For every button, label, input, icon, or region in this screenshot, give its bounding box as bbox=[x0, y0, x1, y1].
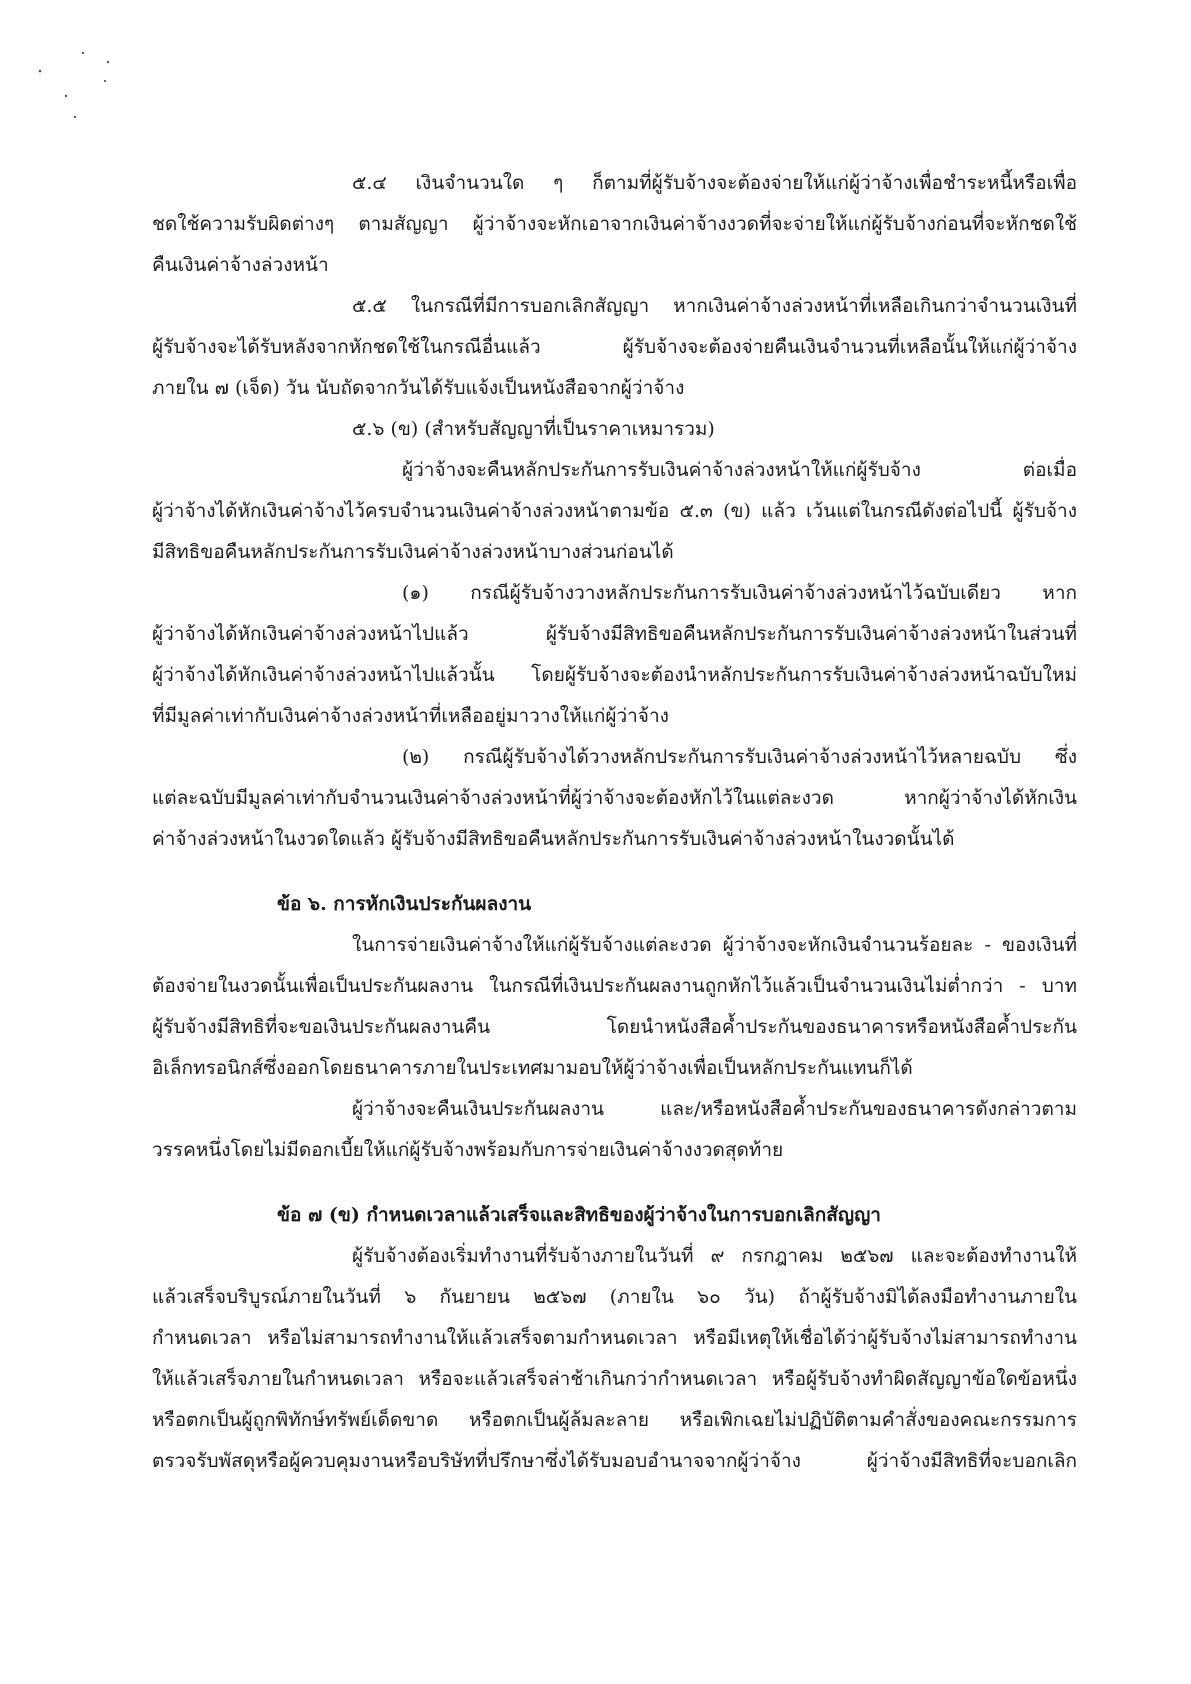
text-line: อิเล็กทรอนิกส์ซึ่งออกโดยธนาคารภายในประเทศมามอบให้ผู้ว่าจ้างเพื่อเป็นหลักประกันแทนก็ได้ bbox=[152, 1057, 913, 1079]
text-line: วรรคหนึ่งโดยไม่มีดอกเบี้ยให้แก่ผู้รับจ้างพร้อมกับการจ่ายเงินค่าจ้างงวดสุดท้าย bbox=[152, 1139, 784, 1161]
text-line: กำหนดเวลา หรือไม่สามารถทำงานให้แล้วเสร็จตามกำหนดเวลา หรือมีเหตุให้เชื่อได้ว่าผู้รับจ้างไม่สามารถทำงาน bbox=[152, 1327, 1077, 1349]
text-line: ๕.๔ เงินจำนวนใด ๆ ก็ตามที่ผู้รับจ้างจะต้องจ่ายให้แก่ผู้ว่าจ้างเพื่อชำระหนี้หรือเพื่อ bbox=[352, 172, 1077, 194]
text-line: ที่มีมูลค่าเท่ากับเงินค่าจ้างล่วงหน้าที่เหลืออยู่มาวางให้แก่ผู้ว่าจ้าง bbox=[152, 705, 669, 727]
section-5-6 bbox=[152, 409, 1077, 860]
text-line: ผู้รับจ้างต้องเริ่มทำงานที่รับจ้างภายในวันที่ ๙ กรกฎาคม ๒๕๖๗ และจะต้องทำงานให้ bbox=[352, 1245, 1077, 1267]
text-line: ผู้ว่าจ้างจะคืนหลักประกันการรับเงินค่าจ้างล่วงหน้าให้แก่ผู้รับจ้าง ต่อเมื่อ bbox=[402, 459, 1077, 481]
text-line: ๕.๕ ในกรณีที่มีการบอกเลิกสัญญา หากเงินค่าจ้างล่วงหน้าที่เหลือเกินกว่าจำนวนเงินที่ bbox=[352, 295, 1077, 317]
text-line: ผู้ว่าจ้างได้หักเงินค่าจ้างไว้ครบจำนวนเงินค่าจ้างล่วงหน้าตามข้อ ๕.๓ (ข) แล้ว เว้นแต่ในกรณีดังต่อไปนี้ ผู้รับจ้าง bbox=[152, 500, 1077, 522]
section-6 bbox=[152, 884, 1077, 1171]
text-line: ผู้รับจ้างมีสิทธิที่จะขอเงินประกันผลงานคืน โดยนำหนังสือค้ำประกันของธนาคารหรือหนังสือค้ำประกัน bbox=[152, 1016, 1077, 1038]
document-body bbox=[152, 163, 1077, 1482]
text-line: คืนเงินค่าจ้างล่วงหน้า bbox=[152, 254, 329, 276]
text-line: ผู้ว่าจ้างได้หักเงินค่าจ้างล่วงหน้าไปแล้ว ผู้รับจ้างมีสิทธิขอคืนหลักประกันการรับเงินค่าจ้างล่วงหน้าในส่วนที่ bbox=[152, 623, 1077, 645]
text-line: ต้องจ่ายในงวดนั้นเพื่อเป็นประกันผลงาน ในกรณีที่เงินประกันผลงานถูกหักไว้แล้วเป็นจำนวนเงินไม่ต่ำกว่า - บาท bbox=[152, 975, 1077, 997]
section-7-heading: ข้อ ๗ (ข) กำหนดเวลาแล้วเสร็จและสิทธิของผู้ว่าจ้างในการบอกเลิกสัญญา bbox=[277, 1204, 881, 1226]
text-line: หรือตกเป็นผู้ถูกพิทักษ์ทรัพย์เด็ดขาด หรือตกเป็นผู้ล้มละลาย หรือเพิกเฉยไม่ปฏิบัติตามคำสั่งของคณะกรรมการ bbox=[152, 1409, 1077, 1431]
scan-specks bbox=[30, 50, 130, 140]
text-line: ค่าจ้างล่วงหน้าในงวดใดแล้ว ผู้รับจ้างมีสิทธิขอคืนหลักประกันการรับเงินค่าจ้างล่วงหน้าในงวดนั้นได้ bbox=[152, 828, 955, 850]
text-line: ในการจ่ายเงินค่าจ้างให้แก่ผู้รับจ้างแต่ละงวด ผู้ว่าจ้างจะหักเงินจำนวนร้อยละ - ของเงินที่ bbox=[352, 934, 1077, 956]
text-line: ผู้ว่าจ้างจะคืนเงินประกันผลงาน และ/หรือหนังสือค้ำประกันของธนาคารดังกล่าวตาม bbox=[352, 1098, 1077, 1120]
text-line: ภายใน ๗ (เจ็ด) วัน นับถัดจากวันได้รับแจ้งเป็นหนังสือจากผู้ว่าจ้าง bbox=[152, 377, 685, 399]
section-6-heading: ข้อ ๖. การหักเงินประกันผลงาน bbox=[277, 893, 532, 915]
text-line: ผู้รับจ้างจะได้รับหลังจากหักชดใช้ในกรณีอื่นแล้ว ผู้รับจ้างจะต้องจ่ายคืนเงินจำนวนที่เหลือนั้นให้แก่ผู้ว่าจ้าง bbox=[152, 336, 1077, 358]
text-line: ชดใช้ความรับผิดต่างๆ ตามสัญญา ผู้ว่าจ้างจะหักเอาจากเงินค่าจ้างงวดที่จะจ่ายให้แก่ผู้รับจ้างก่อนที่จะหักชดใช้ bbox=[152, 213, 1077, 235]
text-line: ให้แล้วเสร็จภายในกำหนดเวลา หรือจะแล้วเสร็จล่าช้าเกินกว่ากำหนดเวลา หรือผู้รับจ้างทำผิดสัญญาข้อใดข้อหนึ่ง bbox=[152, 1368, 1077, 1390]
text-line: (๑) กรณีผู้รับจ้างวางหลักประกันการรับเงินค่าจ้างล่วงหน้าไว้ฉบับเดียว หาก bbox=[402, 582, 1077, 604]
section-5-4 bbox=[152, 163, 1077, 286]
text-line: มีสิทธิขอคืนหลักประกันการรับเงินค่าจ้างล่วงหน้าบางส่วนก่อนได้ bbox=[152, 541, 674, 563]
text-line: (๒) กรณีผู้รับจ้างได้วางหลักประกันการรับเงินค่าจ้างล่วงหน้าไว้หลายฉบับ ซึ่ง bbox=[402, 746, 1077, 768]
text-line: ตรวจรับพัสดุหรือผู้ควบคุมงานหรือบริษัทที่ปรึกษาซึ่งได้รับมอบอำนาจจากผู้ว่าจ้าง ผู้ว่าจ้างมีสิทธิที่จะบอกเลิก bbox=[152, 1450, 1077, 1472]
text-line: แต่ละฉบับมีมูลค่าเท่ากับจำนวนเงินค่าจ้างล่วงหน้าที่ผู้ว่าจ้างจะต้องหักไว้ในแต่ละงวด หากผู้ว่าจ้างได้หักเงิน bbox=[152, 787, 1077, 809]
section-5-6-title: ๕.๖ (ข) (สำหรับสัญญาที่เป็นราคาเหมารวม) bbox=[352, 418, 715, 440]
section-7 bbox=[152, 1195, 1077, 1482]
section-5-5 bbox=[152, 286, 1077, 409]
text-line: แล้วเสร็จบริบูรณ์ภายในวันที่ ๖ กันยายน ๒๕๖๗ (ภายใน ๖๐ วัน) ถ้าผู้รับจ้างมิได้ลงมือทำงานภายใน bbox=[152, 1286, 1077, 1308]
text-line: ผู้ว่าจ้างได้หักเงินค่าจ้างล่วงหน้าไปแล้วนั้น โดยผู้รับจ้างจะต้องนำหลักประกันการรับเงินค่าจ้างล่วงหน้าฉบับใหม่ bbox=[152, 664, 1077, 686]
